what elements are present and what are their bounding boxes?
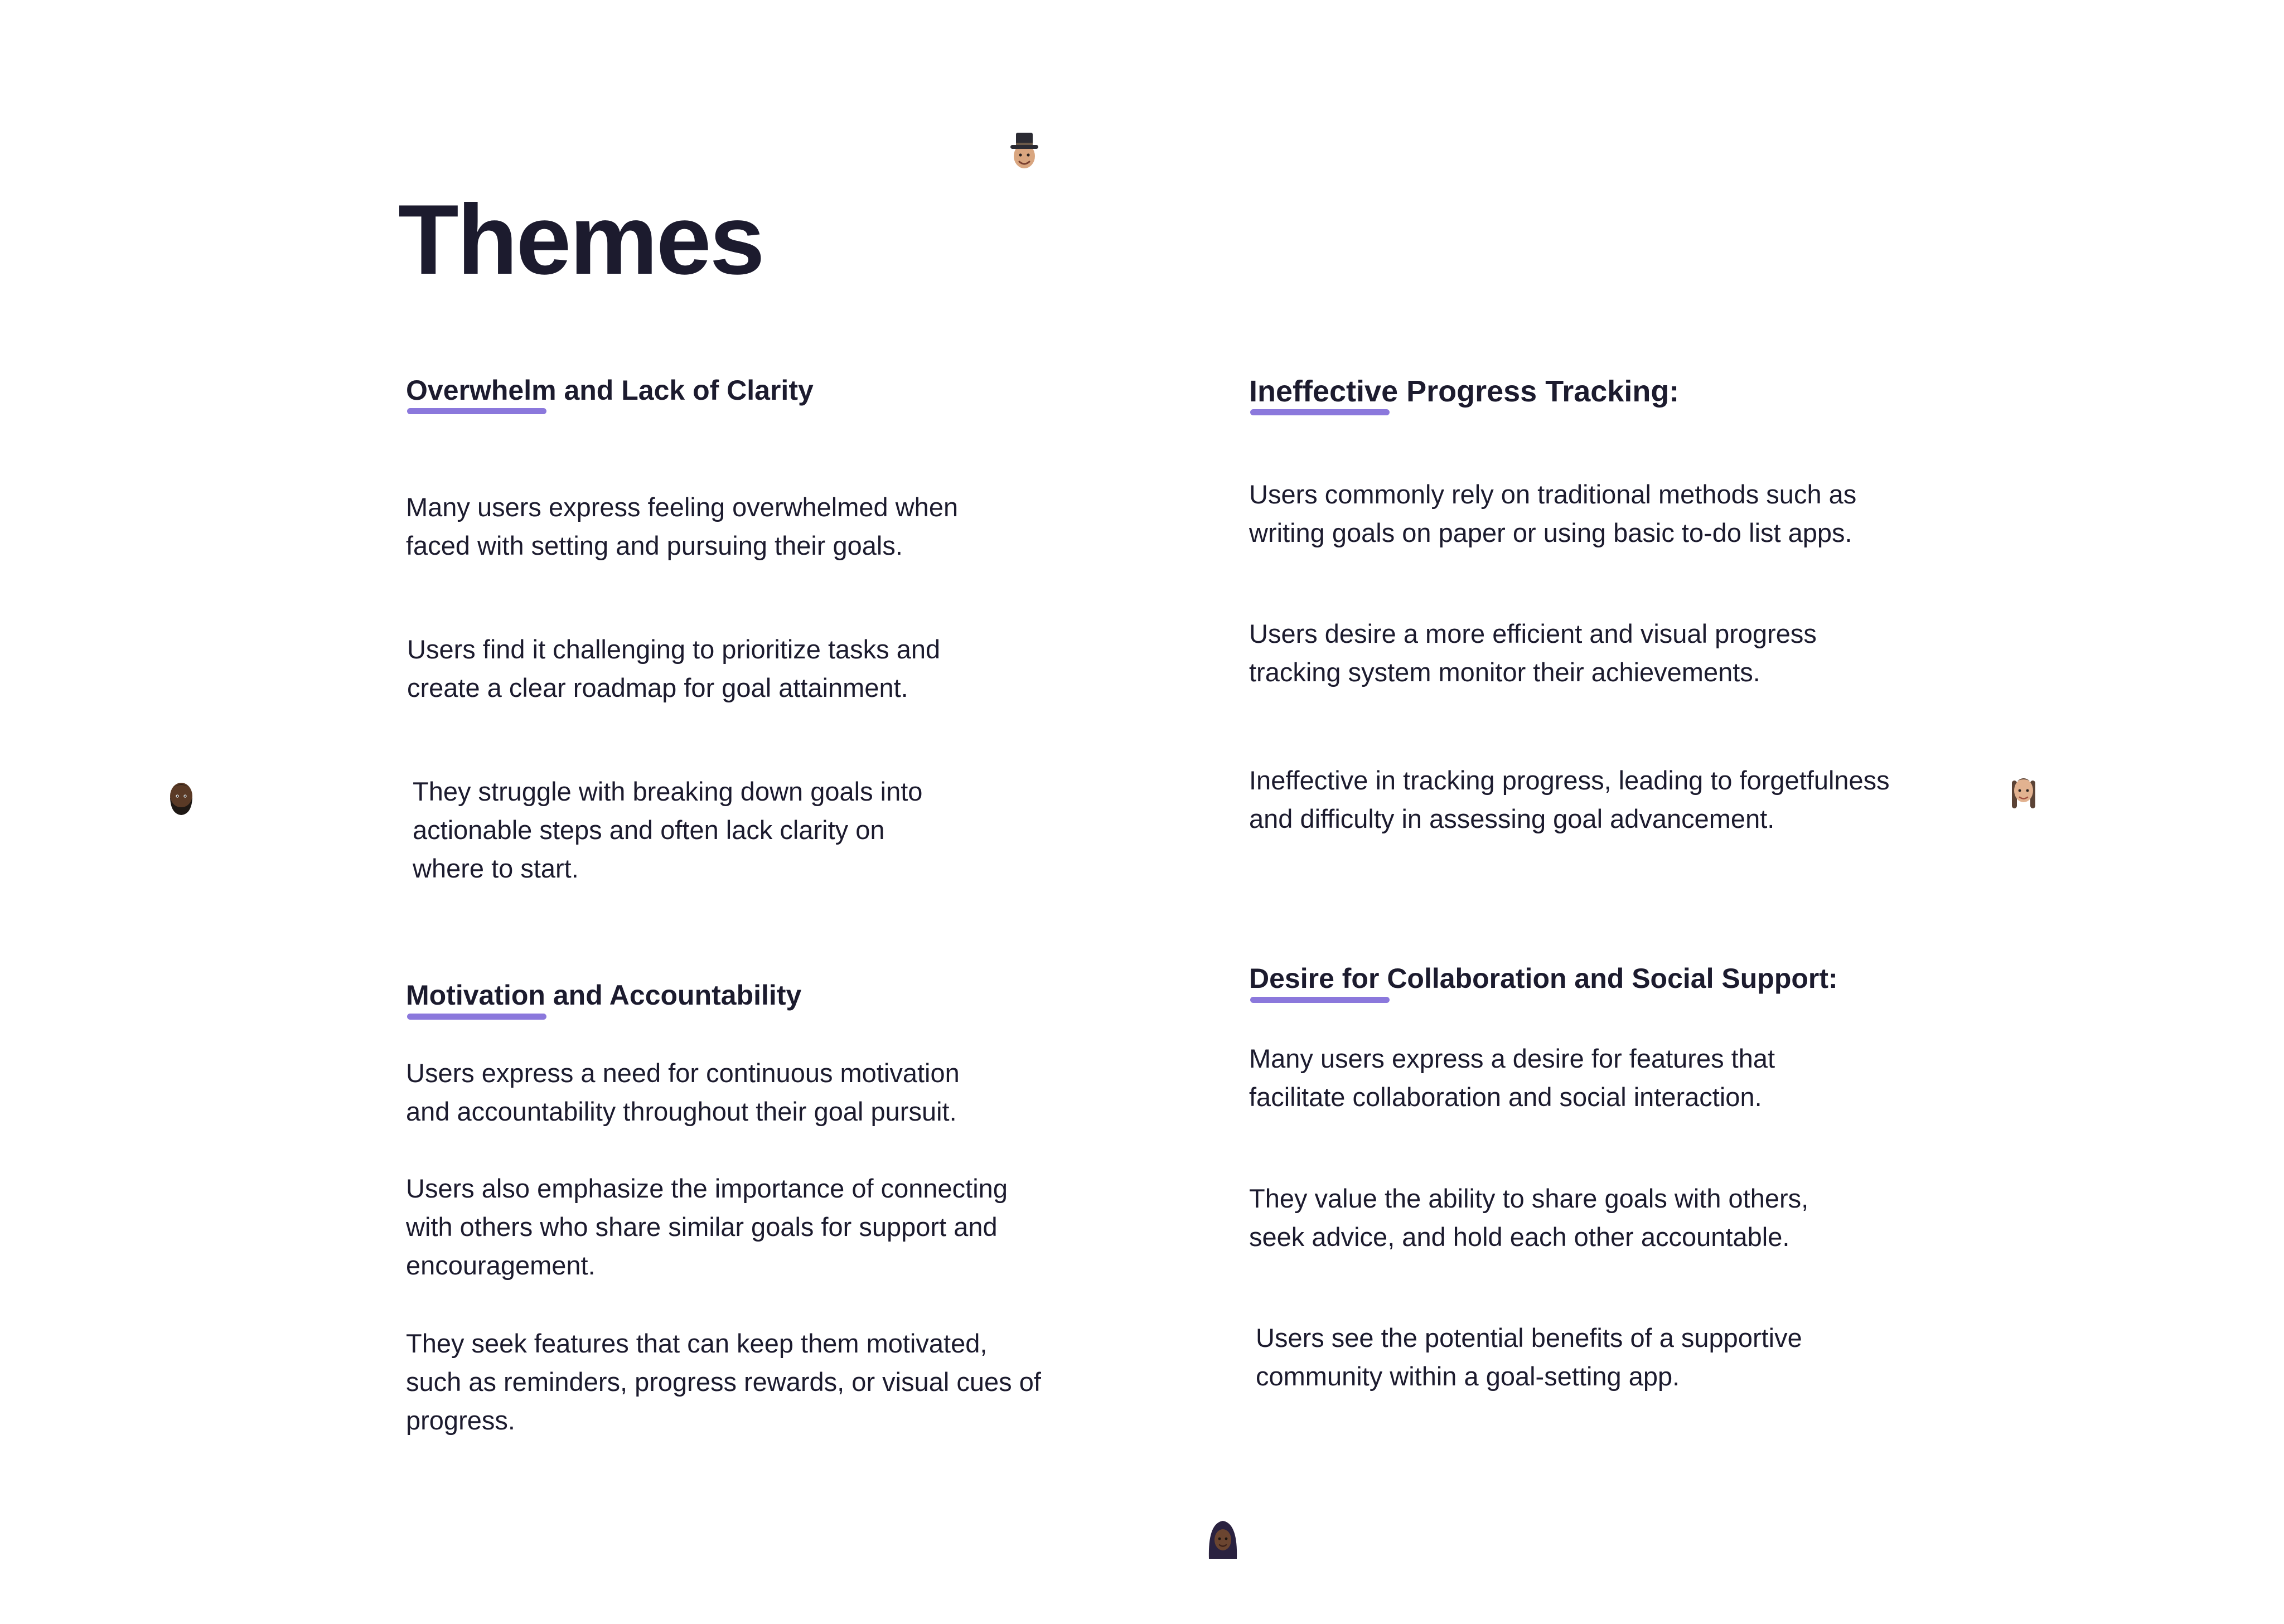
theme-point: Ineffective in tracking progress, leading to forgetfulness and difficulty in assessing goal advancement.	[1249, 765, 1890, 833]
page-title: Themes	[398, 184, 763, 295]
heading-underline	[407, 408, 546, 414]
memoji-top-hat-avatar-icon	[1006, 129, 1043, 172]
theme-heading: Overwhelm and Lack of Clarity	[406, 375, 814, 406]
heading-underline	[407, 1014, 546, 1020]
heading-underline	[1250, 409, 1390, 415]
theme-point: Users express a need for continuous motivation and accountability throughout their goal pursuit.	[406, 1058, 960, 1126]
memoji-bearded-avatar-icon	[163, 775, 200, 817]
theme-point: Users desire a more efficient and visual progress tracking system monitor their achievements.	[1249, 619, 1817, 687]
theme-point: Users find it challenging to prioritize tasks and create a clear roadmap for goal attainment.	[407, 634, 941, 702]
theme-point: They seek features that can keep them motivated, such as reminders, progress rewards, or visual cues of progress.	[406, 1329, 1041, 1435]
heading-underline	[1250, 997, 1390, 1003]
theme-point: Users also emphasize the importance of connecting with others who share similar goals for support and encouragement.	[406, 1174, 1008, 1280]
theme-heading: Desire for Collaboration and Social Support:	[1249, 963, 1838, 994]
theme-point: Users see the potential benefits of a supportive community within a goal-setting app.	[1256, 1323, 1802, 1391]
theme-point: Many users express feeling overwhelmed when faced with setting and pursuing their goals.	[406, 492, 959, 560]
theme-point: They struggle with breaking down goals into actionable steps and often lack clarity on where to start.	[413, 777, 923, 883]
theme-heading: Ineffective Progress Tracking:	[1249, 375, 1680, 408]
theme-point: Users commonly rely on traditional methods such as writing goals on paper or using basic to-do list apps.	[1249, 479, 1857, 547]
theme-heading: Motivation and Accountability	[406, 980, 802, 1011]
theme-point: They value the ability to share goals with others, seek advice, and hold each other accountable.	[1249, 1184, 1809, 1252]
theme-point: Many users express a desire for features that facilitate collaboration and social interaction.	[1249, 1044, 1775, 1112]
memoji-hijab-avatar-icon	[1204, 1518, 1241, 1560]
memoji-braids-avatar-icon	[2005, 769, 2042, 812]
